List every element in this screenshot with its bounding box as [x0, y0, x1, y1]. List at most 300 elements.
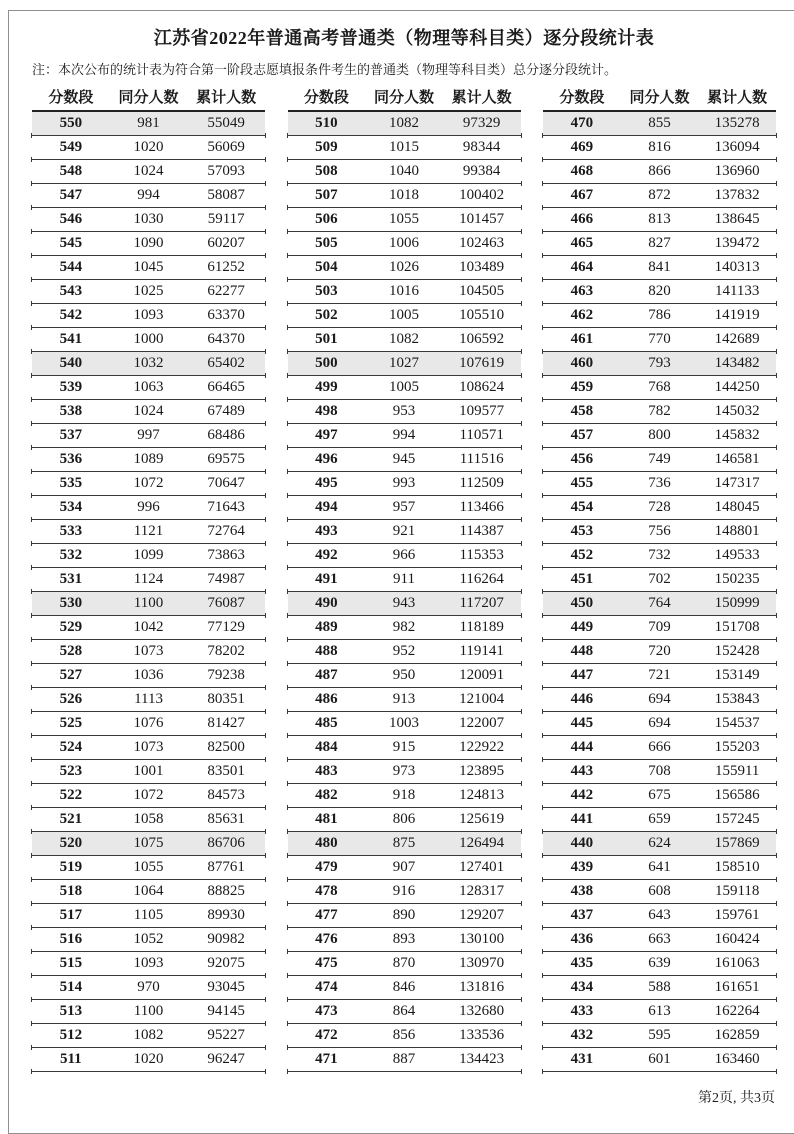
table-row — [543, 328, 776, 352]
header-same-score-count: 同分人数 — [118, 90, 179, 106]
same-score-count-cell: 994 — [137, 187, 160, 203]
cumulative-count-cell: 109577 — [459, 403, 505, 419]
table-row — [288, 616, 521, 640]
same-score-count-cell: 786 — [648, 307, 671, 323]
same-score-count-cell: 601 — [648, 1051, 671, 1067]
table-row — [543, 688, 776, 712]
same-score-count-cell: 613 — [648, 1003, 671, 1019]
cumulative-count-cell: 73863 — [207, 547, 245, 563]
table-row — [32, 1000, 265, 1024]
same-score-count-cell: 768 — [648, 379, 671, 395]
table-row — [288, 448, 521, 472]
same-score-count-cell: 709 — [648, 619, 671, 635]
score-cell: 485 — [315, 715, 338, 731]
score-cell: 529 — [59, 619, 83, 635]
header-same-score-count: 同分人数 — [629, 90, 690, 106]
table-row — [288, 496, 521, 520]
score-cell: 507 — [315, 187, 338, 203]
score-cell: 545 — [59, 235, 83, 251]
note-text: 注：本次公布的统计表为符合第一阶段志愿填报条件考生的普通类（物理等科目类）总分逐分段统计。 — [32, 62, 618, 77]
same-score-count-cell: 1089 — [133, 451, 164, 467]
table-row — [32, 400, 265, 424]
cumulative-count-cell: 160424 — [714, 931, 760, 947]
table-row — [32, 760, 265, 784]
cumulative-count-cell: 154537 — [714, 715, 760, 731]
score-cell: 465 — [570, 235, 594, 251]
score-cell: 475 — [315, 955, 338, 971]
cumulative-count-cell: 162859 — [714, 1027, 760, 1043]
table-row — [32, 664, 265, 688]
score-cell: 546 — [59, 211, 83, 227]
table-row — [543, 232, 776, 256]
same-score-count-cell: 911 — [393, 571, 415, 587]
table-row — [288, 232, 521, 256]
table-row — [32, 160, 265, 184]
score-cell: 478 — [315, 883, 338, 899]
header-cumulative-count: 累计人数 — [707, 90, 768, 106]
score-cell: 491 — [315, 571, 338, 587]
same-score-count-cell: 608 — [648, 883, 671, 899]
table-row — [543, 352, 776, 376]
same-score-count-cell: 870 — [392, 955, 416, 971]
score-cell: 462 — [570, 307, 594, 323]
score-cell: 542 — [59, 307, 83, 323]
table-row — [288, 160, 521, 184]
same-score-count-cell: 993 — [392, 475, 416, 491]
score-cell: 509 — [315, 139, 338, 155]
same-score-count-cell: 694 — [648, 691, 671, 707]
cumulative-count-cell: 105510 — [459, 307, 505, 323]
cumulative-count-cell: 84573 — [207, 787, 245, 803]
cumulative-count-cell: 158510 — [714, 859, 760, 875]
same-score-count-cell: 1024 — [133, 403, 164, 419]
header-cumulative-count: 累计人数 — [451, 90, 512, 106]
table-row — [288, 1024, 521, 1048]
table-row — [32, 520, 265, 544]
table-row — [32, 784, 265, 808]
score-cell: 541 — [59, 331, 83, 347]
score-cell: 506 — [315, 211, 338, 227]
table-row — [543, 784, 776, 808]
score-cell: 527 — [59, 667, 83, 683]
same-score-count-cell: 1099 — [133, 547, 164, 563]
table-row — [32, 280, 265, 304]
score-cell: 519 — [59, 859, 83, 875]
cumulative-count-cell: 58087 — [207, 187, 245, 203]
table-row — [288, 784, 521, 808]
table-row — [543, 400, 776, 424]
table-row — [32, 808, 265, 832]
same-score-count-cell: 875 — [392, 835, 416, 851]
cumulative-count-cell: 92075 — [207, 955, 245, 971]
table-row — [288, 352, 521, 376]
cumulative-count-cell: 110571 — [459, 427, 504, 443]
same-score-count-cell: 1100 — [133, 595, 164, 611]
table-row — [288, 688, 521, 712]
cumulative-count-cell: 142689 — [714, 331, 760, 347]
same-score-count-cell: 1076 — [133, 715, 164, 731]
table-row — [32, 472, 265, 496]
table-row — [288, 184, 521, 208]
score-cell: 440 — [570, 835, 594, 851]
table-row — [543, 1000, 776, 1024]
table-row — [543, 856, 776, 880]
score-cell: 456 — [570, 451, 594, 467]
table-row — [543, 808, 776, 832]
score-cell: 531 — [59, 571, 83, 587]
table-row — [32, 1048, 265, 1072]
cumulative-count-cell: 93045 — [207, 979, 245, 995]
score-cell: 473 — [315, 1003, 338, 1019]
cumulative-count-cell: 128317 — [459, 883, 505, 899]
table-header-row — [288, 86, 521, 112]
same-score-count-cell: 1030 — [133, 211, 164, 227]
cumulative-count-cell: 103489 — [459, 259, 505, 275]
cumulative-count-cell: 155203 — [714, 739, 760, 755]
same-score-count-cell: 1020 — [133, 139, 164, 155]
cumulative-count-cell: 66465 — [207, 379, 245, 395]
table-row — [32, 496, 265, 520]
score-cell: 432 — [570, 1027, 594, 1043]
same-score-count-cell: 997 — [137, 427, 160, 443]
cumulative-count-cell: 150235 — [714, 571, 760, 587]
same-score-count-cell: 1024 — [133, 163, 164, 179]
same-score-count-cell: 916 — [392, 883, 416, 899]
same-score-count-cell: 694 — [648, 715, 671, 731]
same-score-count-cell: 973 — [392, 763, 416, 779]
score-cell: 431 — [570, 1051, 594, 1067]
cumulative-count-cell: 65402 — [207, 355, 245, 371]
same-score-count-cell: 1018 — [389, 187, 419, 203]
table-row — [543, 472, 776, 496]
cumulative-count-cell: 106592 — [459, 331, 505, 347]
table-row — [288, 256, 521, 280]
cumulative-count-cell: 159118 — [714, 883, 760, 899]
table-row — [32, 640, 265, 664]
header-score-band: 分数段 — [48, 90, 94, 106]
score-cell: 455 — [570, 475, 594, 491]
score-cell: 496 — [315, 451, 338, 467]
table-row — [288, 856, 521, 880]
cumulative-count-cell: 115353 — [459, 547, 504, 563]
page-number: 第2页, 共3页 — [698, 1091, 775, 1106]
table-row — [543, 544, 776, 568]
same-score-count-cell: 1055 — [389, 211, 419, 227]
same-score-count-cell: 1016 — [389, 283, 419, 299]
same-score-count-cell: 1058 — [133, 811, 164, 827]
table-row — [32, 208, 265, 232]
same-score-count-cell: 915 — [392, 739, 416, 755]
cumulative-count-cell: 148045 — [714, 499, 760, 515]
cumulative-count-cell: 68486 — [207, 427, 245, 443]
same-score-count-cell: 957 — [392, 499, 416, 515]
table-row — [32, 448, 265, 472]
score-cell: 481 — [315, 811, 338, 827]
table-row — [32, 616, 265, 640]
cumulative-count-cell: 157869 — [714, 835, 760, 851]
same-score-count-cell: 1093 — [133, 955, 164, 971]
same-score-count-cell: 641 — [648, 859, 671, 875]
cumulative-count-cell: 72764 — [207, 523, 245, 539]
score-cell: 493 — [315, 523, 338, 539]
cumulative-count-cell: 69575 — [207, 451, 245, 467]
same-score-count-cell: 953 — [392, 403, 416, 419]
cumulative-count-cell: 135278 — [714, 115, 760, 131]
cumulative-count-cell: 59117 — [207, 211, 245, 227]
score-cell: 511 — [59, 1051, 82, 1067]
same-score-count-cell: 721 — [648, 667, 671, 683]
cumulative-count-cell: 62277 — [207, 283, 245, 299]
same-score-count-cell: 702 — [648, 571, 671, 587]
table-row — [288, 880, 521, 904]
score-cell: 479 — [315, 859, 338, 875]
cumulative-count-cell: 130970 — [459, 955, 505, 971]
cumulative-count-cell: 149533 — [714, 547, 760, 563]
table-row — [288, 832, 521, 856]
same-score-count-cell: 981 — [137, 115, 160, 131]
same-score-count-cell: 907 — [392, 859, 416, 875]
score-cell: 538 — [59, 403, 83, 419]
table-row — [543, 136, 776, 160]
score-cell: 436 — [570, 931, 594, 947]
cumulative-count-cell: 134423 — [459, 1051, 505, 1067]
score-cell: 524 — [59, 739, 83, 755]
same-score-count-cell: 782 — [648, 403, 671, 419]
cumulative-count-cell: 76087 — [207, 595, 245, 611]
table-row — [543, 280, 776, 304]
cumulative-count-cell: 162264 — [714, 1003, 760, 1019]
score-cell: 483 — [315, 763, 338, 779]
same-score-count-cell: 1055 — [133, 859, 164, 875]
score-cell: 467 — [570, 187, 594, 203]
header-score-band: 分数段 — [559, 90, 605, 106]
score-cell: 488 — [315, 643, 338, 659]
same-score-count-cell: 666 — [648, 739, 671, 755]
same-score-count-cell: 595 — [648, 1027, 671, 1043]
score-cell: 484 — [315, 739, 338, 755]
table-row — [288, 1000, 521, 1024]
table-row — [288, 976, 521, 1000]
score-cell: 515 — [59, 955, 83, 971]
score-cell: 447 — [570, 667, 594, 683]
cumulative-count-cell: 71643 — [207, 499, 245, 515]
cumulative-count-cell: 112509 — [459, 475, 504, 491]
table-row — [543, 208, 776, 232]
table-row — [288, 640, 521, 664]
cumulative-count-cell: 60207 — [207, 235, 245, 251]
score-cell: 463 — [570, 283, 594, 299]
score-cell: 433 — [570, 1003, 594, 1019]
table-row — [543, 640, 776, 664]
same-score-count-cell: 1072 — [133, 475, 164, 491]
score-cell: 528 — [59, 643, 83, 659]
cumulative-count-cell: 89930 — [207, 907, 245, 923]
score-cell: 532 — [59, 547, 83, 563]
cumulative-count-cell: 100402 — [459, 187, 505, 203]
score-cell: 505 — [315, 235, 338, 251]
score-cell: 466 — [570, 211, 594, 227]
cumulative-count-cell: 129207 — [459, 907, 505, 923]
score-cell: 501 — [315, 331, 338, 347]
table-row — [288, 952, 521, 976]
cumulative-count-cell: 97329 — [462, 115, 501, 131]
cumulative-count-cell: 136094 — [714, 139, 760, 155]
table-row — [32, 832, 265, 856]
score-cell: 474 — [315, 979, 338, 995]
same-score-count-cell: 1124 — [133, 571, 164, 587]
score-cell: 490 — [315, 595, 338, 611]
same-score-count-cell: 770 — [648, 331, 671, 347]
cumulative-count-cell: 88825 — [207, 883, 245, 899]
same-score-count-cell: 800 — [648, 427, 671, 443]
cumulative-count-cell: 67489 — [207, 403, 245, 419]
score-cell: 454 — [570, 499, 594, 515]
score-cell: 443 — [570, 763, 594, 779]
cumulative-count-cell: 157245 — [714, 811, 760, 827]
table-row — [288, 808, 521, 832]
same-score-count-cell: 764 — [648, 595, 671, 611]
cumulative-count-cell: 87761 — [207, 859, 245, 875]
same-score-count-cell: 1005 — [389, 379, 419, 395]
table-row — [543, 520, 776, 544]
same-score-count-cell: 1072 — [133, 787, 164, 803]
table-row — [288, 712, 521, 736]
score-cell: 521 — [59, 811, 83, 827]
cumulative-count-cell: 143482 — [714, 355, 760, 371]
same-score-count-cell: 1005 — [389, 307, 419, 323]
page-title: 江苏省2022年普通高考普通类（物理等科目类）逐分段统计表 — [153, 28, 655, 48]
score-cell: 502 — [315, 307, 338, 323]
same-score-count-cell: 1082 — [389, 331, 419, 347]
cumulative-count-cell: 81427 — [207, 715, 245, 731]
score-cell: 516 — [59, 931, 83, 947]
cumulative-count-cell: 94145 — [207, 1003, 245, 1019]
table-row — [32, 1024, 265, 1048]
score-cell: 508 — [315, 163, 338, 179]
same-score-count-cell: 872 — [648, 187, 671, 203]
same-score-count-cell: 1063 — [133, 379, 164, 395]
table-row — [543, 904, 776, 928]
same-score-count-cell: 943 — [392, 595, 416, 611]
header-score-band: 分数段 — [303, 90, 349, 106]
same-score-count-cell: 1040 — [389, 163, 419, 179]
table-row — [543, 256, 776, 280]
same-score-count-cell: 708 — [648, 763, 671, 779]
same-score-count-cell: 887 — [392, 1051, 416, 1067]
table-row — [543, 496, 776, 520]
table-row — [32, 424, 265, 448]
table-row — [288, 136, 521, 160]
score-cell: 439 — [570, 859, 594, 875]
cumulative-count-cell: 101457 — [459, 211, 505, 227]
score-cell: 530 — [59, 595, 83, 611]
score-cell: 513 — [59, 1003, 83, 1019]
table-row — [32, 136, 265, 160]
table-body — [288, 112, 521, 1072]
same-score-count-cell: 1082 — [133, 1027, 164, 1043]
score-cell: 499 — [315, 379, 338, 395]
same-score-count-cell: 945 — [392, 451, 416, 467]
same-score-count-cell: 736 — [648, 475, 671, 491]
score-cell: 534 — [59, 499, 83, 515]
cumulative-count-cell: 70647 — [207, 475, 245, 491]
score-cell: 520 — [59, 835, 83, 851]
cumulative-count-cell: 83501 — [207, 763, 245, 779]
cumulative-count-cell: 57093 — [207, 163, 245, 179]
table-row — [32, 328, 265, 352]
score-cell: 441 — [570, 811, 594, 827]
same-score-count-cell: 1026 — [389, 259, 419, 275]
table-row — [543, 736, 776, 760]
table-header-row — [543, 86, 776, 112]
score-cell: 503 — [315, 283, 338, 299]
table-row — [288, 1048, 521, 1072]
score-cell: 460 — [570, 355, 594, 371]
table-row — [32, 736, 265, 760]
table-row — [32, 232, 265, 256]
score-cell: 497 — [315, 427, 338, 443]
cumulative-count-cell: 151708 — [714, 619, 760, 635]
table-row — [543, 928, 776, 952]
table-row — [288, 280, 521, 304]
same-score-count-cell: 663 — [648, 931, 671, 947]
table-header-row — [32, 86, 265, 112]
cumulative-count-cell: 136960 — [714, 163, 760, 179]
score-cell: 495 — [315, 475, 338, 491]
same-score-count-cell: 1073 — [133, 739, 164, 755]
same-score-count-cell: 913 — [392, 691, 416, 707]
same-score-count-cell: 1093 — [133, 307, 164, 323]
table-row — [32, 904, 265, 928]
same-score-count-cell: 588 — [648, 979, 671, 995]
table-row — [543, 952, 776, 976]
same-score-count-cell: 1025 — [133, 283, 164, 299]
table-row — [32, 352, 265, 376]
cumulative-count-cell: 147317 — [714, 475, 760, 491]
score-cell: 471 — [315, 1051, 338, 1067]
cumulative-count-cell: 119141 — [459, 643, 504, 659]
cumulative-count-cell: 140313 — [714, 259, 760, 275]
score-cell: 526 — [59, 691, 83, 707]
table-row — [543, 160, 776, 184]
cumulative-count-cell: 159761 — [714, 907, 760, 923]
score-cell: 498 — [315, 403, 338, 419]
cumulative-count-cell: 114387 — [459, 523, 504, 539]
same-score-count-cell: 749 — [648, 451, 671, 467]
score-cell: 446 — [570, 691, 594, 707]
table-row — [32, 304, 265, 328]
score-cell: 434 — [570, 979, 594, 995]
same-score-count-cell: 659 — [648, 811, 671, 827]
same-score-count-cell: 1015 — [389, 139, 419, 155]
score-cell: 477 — [315, 907, 338, 923]
cumulative-count-cell: 117207 — [459, 595, 504, 611]
same-score-count-cell: 1105 — [133, 907, 164, 923]
cumulative-count-cell: 123895 — [459, 763, 505, 779]
same-score-count-cell: 1036 — [133, 667, 164, 683]
score-cell: 444 — [570, 739, 594, 755]
table-row — [32, 568, 265, 592]
table-row — [288, 472, 521, 496]
score-cell: 461 — [570, 331, 594, 347]
same-score-count-cell: 1000 — [133, 331, 164, 347]
cumulative-count-cell: 150999 — [714, 595, 760, 611]
score-cell: 457 — [570, 427, 594, 443]
score-cell: 512 — [59, 1027, 83, 1043]
table-row — [288, 760, 521, 784]
same-score-count-cell: 1003 — [389, 715, 419, 731]
cumulative-count-cell: 111516 — [459, 451, 504, 467]
